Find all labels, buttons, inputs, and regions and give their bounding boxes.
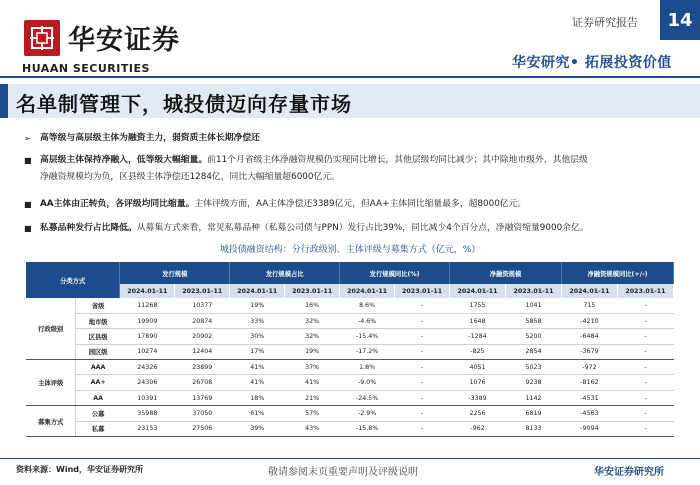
- table-cell: 33%: [230, 313, 285, 328]
- table-cell: -972: [561, 360, 617, 375]
- table-cell: -4531: [561, 390, 617, 405]
- row-label: 地市级: [76, 313, 120, 328]
- header-slogan: 华安研究• 拓展投资价值: [512, 55, 672, 71]
- table-cell: -: [617, 344, 673, 359]
- table-cell: -: [617, 406, 673, 421]
- bullet-issuance-method-text: 私募品种发行占比降低。从募集方式来看，常见私募品种（私募公司债与PPN）发行占比39%，同比减少4个百分点，净融资缩量9000余亿。: [40, 223, 589, 233]
- table-cell: 18%: [230, 390, 285, 405]
- table-cell: -6484: [561, 329, 617, 344]
- table-cell: 13769: [175, 390, 230, 405]
- row-label: 园区级: [76, 344, 120, 359]
- row-label: 省级: [76, 298, 120, 313]
- table-cell: 23899: [175, 360, 230, 375]
- header-issuance-yoy: 发行规模同比(%): [340, 262, 450, 284]
- table-cell: -: [617, 360, 673, 375]
- company-name-en: HUAAN SECURITIES: [22, 62, 150, 75]
- table-cell: 1755: [450, 298, 506, 313]
- report-type-label: 证券研究报告: [572, 16, 638, 29]
- table-cell: -962: [450, 421, 506, 436]
- table-cell: -2.9%: [340, 406, 395, 421]
- logo-emblem-icon: [28, 24, 56, 52]
- table-cell: -3389: [450, 390, 506, 405]
- table-cell: -15.8%: [340, 421, 395, 436]
- table-cell: 10377: [175, 298, 230, 313]
- table-cell: 1648: [450, 313, 506, 328]
- table-cell: 57%: [285, 406, 340, 421]
- table-cell: -: [617, 298, 673, 313]
- row-label: AA: [76, 390, 120, 405]
- table-cell: 19%: [230, 298, 285, 313]
- table-cell: -3679: [561, 344, 617, 359]
- table-header-row: [26, 262, 674, 284]
- table-row: [26, 390, 674, 405]
- table-cell: 5200: [506, 329, 562, 344]
- table-cell: -825: [450, 344, 506, 359]
- row-label: 私募: [76, 421, 120, 436]
- row-label: 公募: [76, 406, 120, 421]
- row-label: AAA: [76, 360, 120, 375]
- table-cell: 24326: [120, 360, 175, 375]
- table-cell: 11268: [120, 298, 175, 313]
- footer-divider: [0, 458, 700, 459]
- header-net-financing-yoy: 净融资规模同比(+/-): [561, 262, 673, 284]
- bullet-rating-text: AA主体由正转负，各评级均同比缩量。主体评级方面，AA主体净偿还3389亿元，但AA+主体同比缩量最多，超8000亿元。: [40, 199, 527, 209]
- table-cell: -8162: [561, 375, 617, 390]
- row-label: 区县级: [76, 329, 120, 344]
- subheader-period: 2024.01-11: [340, 284, 395, 298]
- table-cell: -15.4%: [340, 329, 395, 344]
- table-cell: -: [395, 360, 450, 375]
- table-cell: 27506: [175, 421, 230, 436]
- table-cell: -: [617, 421, 673, 436]
- subheader-period: 2023.01-11: [285, 284, 340, 298]
- group-label: 募集方式: [26, 406, 76, 437]
- table-cell: 8133: [506, 421, 562, 436]
- table-cell: 17%: [230, 344, 285, 359]
- bullet-admin-level-line2: 净融资规模均为负，区县级主体净偿还1284亿，同比大幅缩量超6000亿元。: [40, 172, 340, 182]
- table-cell: -24.5%: [340, 390, 395, 405]
- table-cell: -: [395, 390, 450, 405]
- table-cell: 2854: [506, 344, 562, 359]
- table-cell: 41%: [230, 375, 285, 390]
- table-cell: 30%: [230, 329, 285, 344]
- table-cell: -: [617, 313, 673, 328]
- footer-brand: 华安证券研究所: [594, 467, 664, 478]
- table-cell: -: [395, 421, 450, 436]
- financing-structure-table: [26, 262, 674, 437]
- table-cell: -: [395, 313, 450, 328]
- group-label: 行政级别: [26, 298, 76, 360]
- table-cell: 20902: [175, 329, 230, 344]
- subheader-period: 2024.01-11: [120, 284, 175, 298]
- table-cell: 21%: [285, 390, 340, 405]
- header-divider: [0, 76, 700, 78]
- table-cell: 5023: [506, 360, 562, 375]
- table-cell: 9238: [506, 375, 562, 390]
- table-cell: 19%: [285, 344, 340, 359]
- subheader-period: 2023.01-11: [506, 284, 562, 298]
- table-cell: 41%: [285, 375, 340, 390]
- table-cell: 10391: [120, 390, 175, 405]
- table-cell: 39%: [230, 421, 285, 436]
- table-cell: -: [395, 329, 450, 344]
- table-row: [26, 375, 674, 390]
- company-name-cn: 华安证券: [68, 25, 180, 56]
- table-cell: 24306: [120, 375, 175, 390]
- title-accent: [0, 84, 8, 118]
- table-cell: 1076: [450, 375, 506, 390]
- square-bullet-icon: ■: [24, 224, 32, 233]
- subheader-period: 2024.01-11: [561, 284, 617, 298]
- table-cell: 61%: [230, 406, 285, 421]
- table-cell: 8.6%: [340, 298, 395, 313]
- header-net-financing: 净融资规模: [450, 262, 562, 284]
- bullet-admin-level-text: 高层级主体保持净融入，低等级大幅缩量。前11个月省级主体净融资规模仍实现同比增长，其他层级均同比减少；其中除地市级外，其他层级: [40, 155, 588, 165]
- table-cell: 32%: [285, 329, 340, 344]
- table-row: [26, 313, 674, 328]
- table-cell: -9.0%: [340, 375, 395, 390]
- table-cell: 43%: [285, 421, 340, 436]
- table-cell: -: [395, 298, 450, 313]
- square-bullet-icon: ■: [24, 200, 32, 209]
- disclaimer-note: 敬请参阅末页重要声明及评级说明: [268, 467, 418, 478]
- table-cell: -: [617, 375, 673, 390]
- table-cell: 41%: [230, 360, 285, 375]
- table-cell: -: [617, 390, 673, 405]
- subheader-period: 2024.01-11: [230, 284, 285, 298]
- subheader-period: 2024.01-11: [450, 284, 506, 298]
- data-source: 资料来源：Wind，华安证券研究所: [16, 465, 143, 474]
- header-issuance: 发行规模: [120, 262, 230, 284]
- table-cell: -: [617, 329, 673, 344]
- table-cell: -1284: [450, 329, 506, 344]
- header-issuance-share: 发行规模占比: [230, 262, 340, 284]
- table-cell: -9094: [561, 421, 617, 436]
- table-row: [26, 406, 674, 421]
- company-logo-icon: [24, 20, 60, 56]
- table-cell: 37%: [285, 360, 340, 375]
- table-cell: -17.2%: [340, 344, 395, 359]
- table-cell: 10274: [120, 344, 175, 359]
- table-cell: 16%: [285, 298, 340, 313]
- table-cell: 5858: [506, 313, 562, 328]
- bullet-summary-text: 高等级与高层级主体为融资主力，弱资质主体长期净偿还: [40, 133, 260, 143]
- table-cell: 4051: [450, 360, 506, 375]
- table-cell: 1142: [506, 390, 562, 405]
- table-cell: -4210: [561, 313, 617, 328]
- table-cell: -: [395, 375, 450, 390]
- table-cell: 17890: [120, 329, 175, 344]
- table-row: [26, 329, 674, 344]
- group-label: 主体评级: [26, 360, 76, 406]
- table-row: [26, 421, 674, 436]
- table-cell: 2256: [450, 406, 506, 421]
- table-cell: 26708: [175, 375, 230, 390]
- table-cell: 37050: [175, 406, 230, 421]
- arrow-bullet-icon: ➢: [24, 134, 31, 143]
- table-cell: -: [395, 344, 450, 359]
- table-row: [26, 298, 674, 313]
- page-number: 14: [660, 0, 700, 40]
- table-cell: 20874: [175, 313, 230, 328]
- table-corner-header: 分类方式: [26, 262, 120, 298]
- table-cell: 19909: [120, 313, 175, 328]
- table-cell: 6819: [506, 406, 562, 421]
- table-row: [26, 344, 674, 359]
- table-cell: 715: [561, 298, 617, 313]
- page-title: 名单制管理下，城投债迈向存量市场: [16, 92, 352, 116]
- table-cell: 23153: [120, 421, 175, 436]
- table-title: 城投债融资结构：分行政级别、主体评级与募集方式（亿元，%）: [219, 245, 481, 255]
- table-subheader-row: [26, 284, 674, 298]
- table-cell: -4.6%: [340, 313, 395, 328]
- table-row: [26, 360, 674, 375]
- table-cell: 1.8%: [340, 360, 395, 375]
- table-cell: -4563: [561, 406, 617, 421]
- table-cell: -: [395, 406, 450, 421]
- row-label: AA+: [76, 375, 120, 390]
- square-bullet-icon: ■: [24, 156, 32, 165]
- subheader-period: 2023.01-11: [175, 284, 230, 298]
- table-cell: 35988: [120, 406, 175, 421]
- subheader-period: 2023.01-11: [395, 284, 450, 298]
- table-cell: 1041: [506, 298, 562, 313]
- subheader-period: 2023.01-11: [617, 284, 673, 298]
- table-cell: 12404: [175, 344, 230, 359]
- table-cell: 32%: [285, 313, 340, 328]
